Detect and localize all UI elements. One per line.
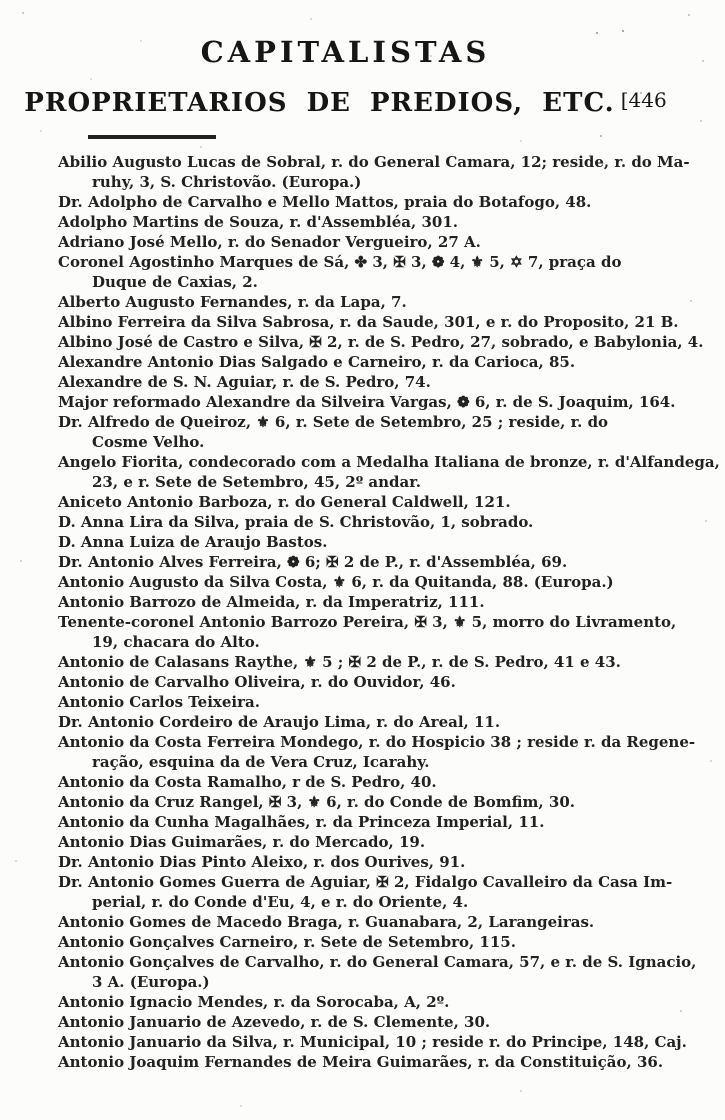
entry-line: Antonio Ignacio Mendes, r. da Sorocaba, A, 2º.: [58, 993, 450, 1011]
directory-entry: [58, 372, 705, 392]
entry-continuation-line: perial, r. do Conde d'Eu, 4, e r. do Oriente, 4.: [92, 893, 469, 911]
entry-line: Antonio de Calasans Raythe, ⚜ 5 ; ✠ 2 de P., r. de S. Pedro, 41 e 43.: [58, 653, 621, 671]
header-divider: [88, 135, 216, 139]
entry-line: Antonio Joaquim Fernandes de Meira Guimarães, r. da Constituição, 36.: [58, 1053, 664, 1071]
entry-line: Antonio Januario da Silva, r. Municipal, 10 ; reside r. do Principe, 148, Caj.: [58, 1033, 687, 1051]
directory-entry: [58, 712, 705, 732]
directory-entry: [58, 992, 705, 1012]
directory-entry: [58, 772, 705, 792]
entry-line: Albino Ferreira da Silva Sabrosa, r. da Saude, 301, e r. do Proposito, 21 B.: [58, 313, 679, 331]
entry-line: Antonio de Carvalho Oliveira, r. do Ouvidor, 46.: [58, 673, 456, 691]
entry-line: Alexandre de S. N. Aguiar, r. de S. Pedro, 74.: [58, 373, 431, 391]
directory-entry: [58, 952, 705, 992]
entry-line: Antonio da Costa Ramalho, r de S. Pedro, 40.: [58, 773, 437, 791]
entry-line: Major reformado Alexandre da Silveira Vargas, ❁ 6, r. de S. Joaquim, 164.: [58, 393, 676, 411]
directory-entry: [58, 1052, 705, 1072]
directory-entry: [58, 232, 705, 252]
directory-entry: [58, 592, 705, 612]
directory-entry: [58, 732, 705, 772]
entry-line: Dr. Antonio Dias Pinto Aleixo, r. dos Ourives, 91.: [58, 853, 466, 871]
entry-line: Dr. Antonio Gomes Guerra de Aguiar, ✠ 2, Fidalgo Cavalleiro da Casa Im-: [58, 873, 673, 891]
entry-line: Tenente-coronel Antonio Barrozo Pereira, ✠ 3, ⚜ 5, morro do Livramento,: [58, 613, 677, 631]
entry-line: Alexandre Antonio Dias Salgado e Carneiro, r. da Carioca, 85.: [58, 353, 576, 371]
directory-entry: [58, 692, 705, 712]
directory-entry: [58, 912, 705, 932]
entry-line: Antonio Gonçalves Carneiro, r. Sete de Setembro, 115.: [58, 933, 516, 951]
page-subtitle: PROPRIETARIOS DE PREDIOS, ETC.: [24, 88, 615, 118]
entry-line: Aniceto Antonio Barboza, r. do General Caldwell, 121.: [58, 493, 511, 511]
directory-entry: [58, 392, 705, 412]
entry-line: Dr. Antonio Alves Ferreira, ❁ 6; ✠ 2 de P., r. d'Assembléa, 69.: [58, 553, 568, 571]
entry-continuation-line: ruhy, 3, S. Christovão. (Europa.): [92, 173, 362, 191]
directory-entry: [58, 872, 705, 912]
directory-entry: [58, 332, 705, 352]
directory-entry: [58, 512, 705, 532]
entry-line: D. Anna Luiza de Araujo Bastos.: [58, 533, 328, 551]
directory-entry: [58, 412, 705, 452]
entry-line: Alberto Augusto Fernandes, r. da Lapa, 7.: [58, 293, 407, 311]
directory-entry: [58, 852, 705, 872]
entry-line: Coronel Agostinho Marques de Sá, ✤ 3, ✠ 3, ❁ 4, ⚜ 5, ✡ 7, praça do: [58, 253, 622, 271]
entry-continuation-line: 23, e r. Sete de Setembro, 45, 2º andar.: [92, 473, 421, 491]
directory-entry: [58, 672, 705, 692]
page-header: [0, 0, 725, 139]
directory-entry: [58, 352, 705, 372]
entry-line: Antonio Barrozo de Almeida, r. da Imperatriz, 111.: [58, 593, 485, 611]
entry-line: Adolpho Martins de Souza, r. d'Assembléa, 301.: [58, 213, 458, 231]
entry-line: Antonio Carlos Teixeira.: [58, 693, 260, 711]
directory-entry: [58, 252, 705, 292]
entry-line: Dr. Antonio Cordeiro de Araujo Lima, r. do Areal, 11.: [58, 713, 501, 731]
directory-entry: [58, 932, 705, 952]
entry-line: Adriano José Mello, r. do Senador Vergueiro, 27 A.: [58, 233, 481, 251]
entry-line: Antonio Januario de Azevedo, r. de S. Clemente, 30.: [58, 1013, 491, 1031]
entry-line: Antonio Gomes de Macedo Braga, r. Guanabara, 2, Larangeiras.: [58, 913, 595, 931]
directory-entry: [58, 832, 705, 852]
page-title: CAPITALISTAS: [200, 35, 491, 69]
directory-entry: [58, 1012, 705, 1032]
entry-line: Dr. Alfredo de Queiroz, ⚜ 6, r. Sete de Setembro, 25 ; reside, r. do: [58, 413, 609, 431]
directory-entry: [58, 452, 720, 492]
page-subtitle-row: [0, 88, 691, 119]
entry-continuation-line: 19, chacara do Alto.: [92, 633, 260, 651]
directory-entry: [58, 312, 705, 332]
entry-line: Abilio Augusto Lucas de Sobral, r. do General Camara, 12; reside, r. do Ma-: [58, 153, 690, 171]
entry-line: Angelo Fiorita, condecorado com a Medalha Italiana de bronze, r. d'Alfandega,: [58, 453, 720, 471]
entry-line: D. Anna Lira da Silva, praia de S. Christovão, 1, sobrado.: [58, 513, 534, 531]
entry-line: Antonio Dias Guimarães, r. do Mercado, 19.: [58, 833, 426, 851]
directory-entry: [58, 652, 705, 672]
entry-continuation-line: Cosme Velho.: [92, 433, 205, 451]
scan-noise: [0, 0, 2, 2]
directory-entry: [58, 572, 705, 592]
directory-entries-list: [0, 152, 725, 1072]
entry-line: Antonio da Cruz Rangel, ✠ 3, ⚜ 6, r. do Conde de Bomfim, 30.: [58, 793, 575, 811]
entry-line: Albino José de Castro e Silva, ✠ 2, r. de S. Pedro, 27, sobrado, e Babylonia, 4.: [58, 333, 704, 351]
directory-entry: [58, 152, 705, 192]
entry-line: Dr. Adolpho de Carvalho e Mello Mattos, praia do Botafogo, 48.: [58, 193, 592, 211]
directory-entry: [58, 212, 705, 232]
directory-entry: [58, 492, 705, 512]
entry-continuation-line: 3 A. (Europa.): [92, 973, 210, 991]
entry-line: Antonio da Cunha Magalhães, r. da Princeza Imperial, 11.: [58, 813, 545, 831]
entry-line: Antonio Augusto da Silva Costa, ⚜ 6, r. da Quitanda, 88. (Europa.): [58, 573, 614, 591]
directory-entry: [58, 1032, 705, 1052]
page-reference-number: [446: [620, 88, 667, 112]
directory-entry: [58, 792, 705, 812]
directory-entry: [58, 612, 705, 652]
directory-entry: [58, 812, 705, 832]
entry-line: Antonio Gonçalves de Carvalho, r. do General Camara, 57, e r. de S. Ignacio,: [58, 953, 697, 971]
entry-continuation-line: Duque de Caxias, 2.: [92, 273, 258, 291]
directory-entry: [58, 552, 705, 572]
directory-entry: [58, 532, 705, 552]
directory-entry: [58, 292, 705, 312]
entry-continuation-line: ração, esquina da de Vera Cruz, Icarahy.: [92, 753, 430, 771]
entry-line: Antonio da Costa Ferreira Mondego, r. do Hospicio 38 ; reside r. da Regene-: [58, 733, 696, 751]
directory-entry: [58, 192, 705, 212]
